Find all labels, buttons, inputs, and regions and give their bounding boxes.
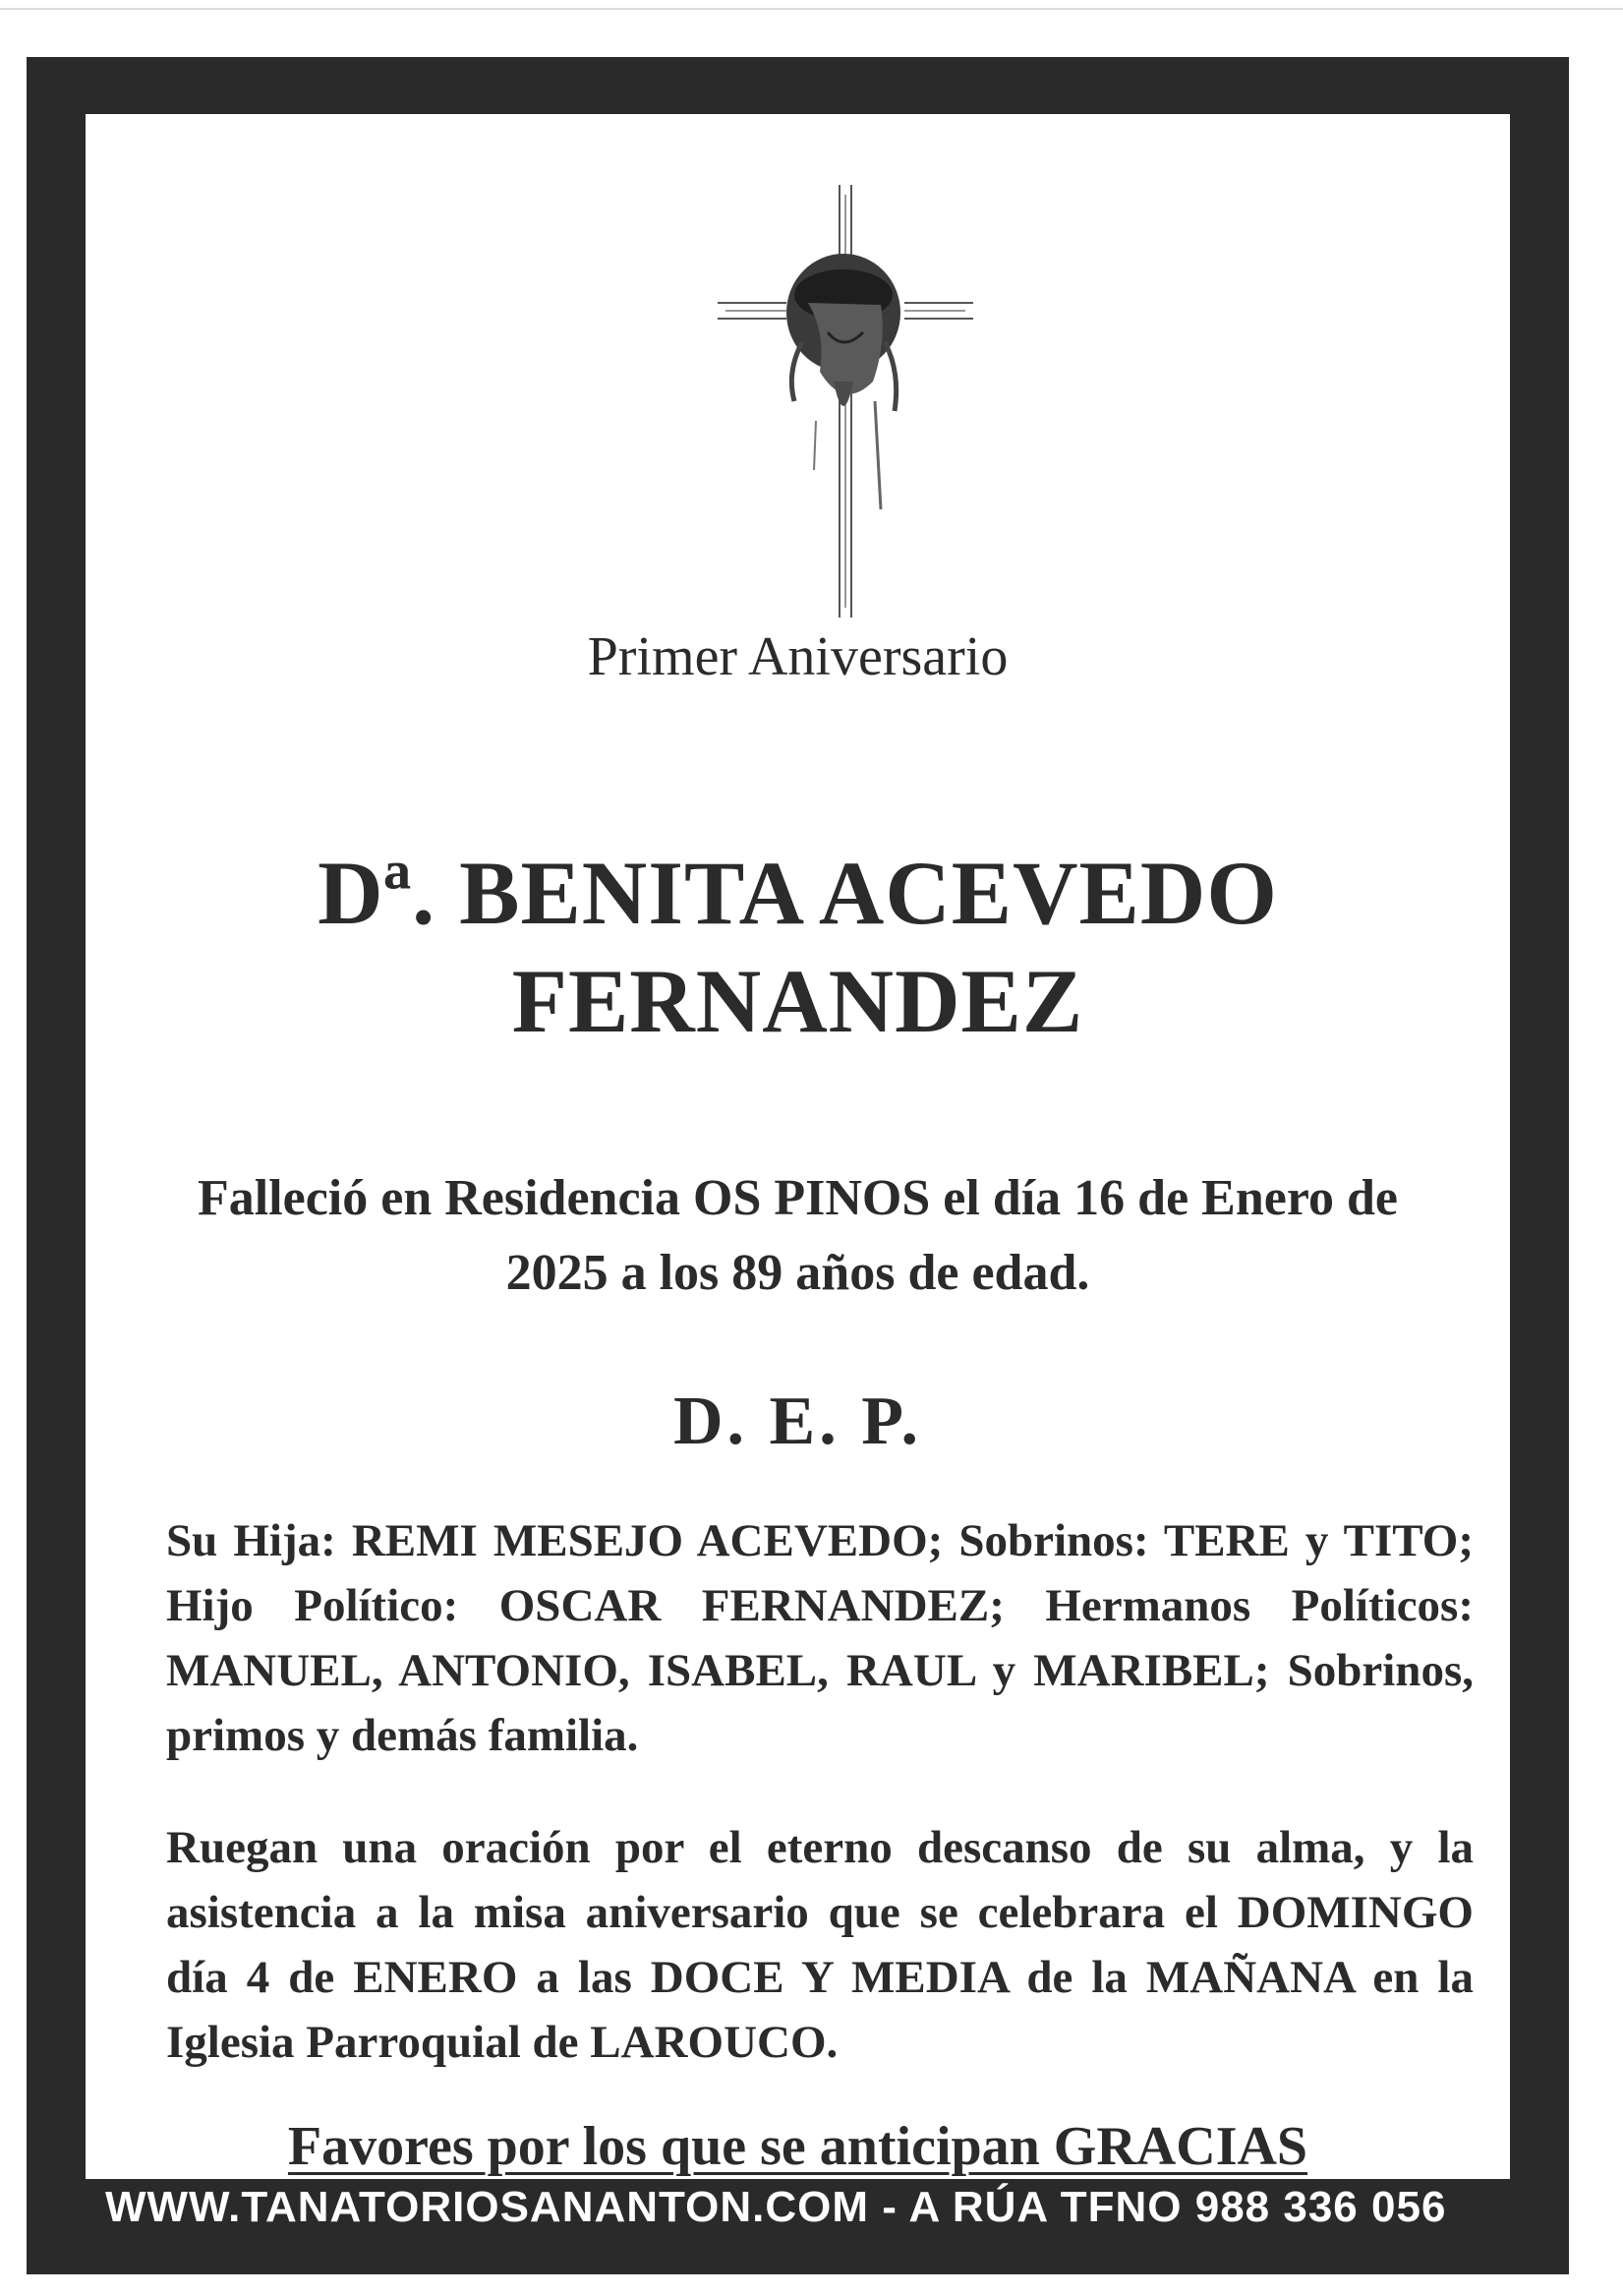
prayer-request-paragraph: Ruegan una oración por el eterno descanso de su alma, y la asistencia a la misa aniversario que se celebrara el DOMINGO día 4 de ENERO a las DOCE Y MEDIA de la MAÑANA en la Iglesia Parroquial de LAROUCO.	[166, 1822, 1474, 2068]
dep-abbreviation: D. E. P.	[672, 1383, 923, 1459]
funeral-home-footer: WWW.TANATORIOSANANTON.COM - A RÚA TFNO 988 336 056	[105, 2183, 1447, 2231]
thanks-line	[86, 2115, 1510, 2178]
death-notice-text: Falleció en Residencia OS PINOS el día 16 de Enero de 2025 a los 89 años de edad.	[197, 1170, 1399, 1301]
notice-body	[86, 114, 1510, 2179]
crucifix-icon	[718, 185, 973, 618]
anniversary-subtitle: Primer Aniversario	[587, 626, 1009, 687]
deceased-name-line1: Dª. BENITA ACEVEDO	[318, 843, 1278, 943]
scan-edge-line	[0, 8, 1623, 10]
deceased-name-line2: FERNANDEZ	[511, 951, 1084, 1051]
notice-frame	[27, 57, 1569, 2274]
thanks-text: Favores por los que se anticipan GRACIAS	[287, 2116, 1308, 2177]
family-list-paragraph: Su Hija: REMI MESEJO ACEVEDO; Sobrinos: TERE y TITO; Hijo Político: OSCAR FERNANDEZ; Hermanos Políticos: MANUEL, ANTONIO, ISABEL, RAUL y MARIBEL; Sobrinos, primos y demás familia.	[166, 1515, 1474, 1761]
